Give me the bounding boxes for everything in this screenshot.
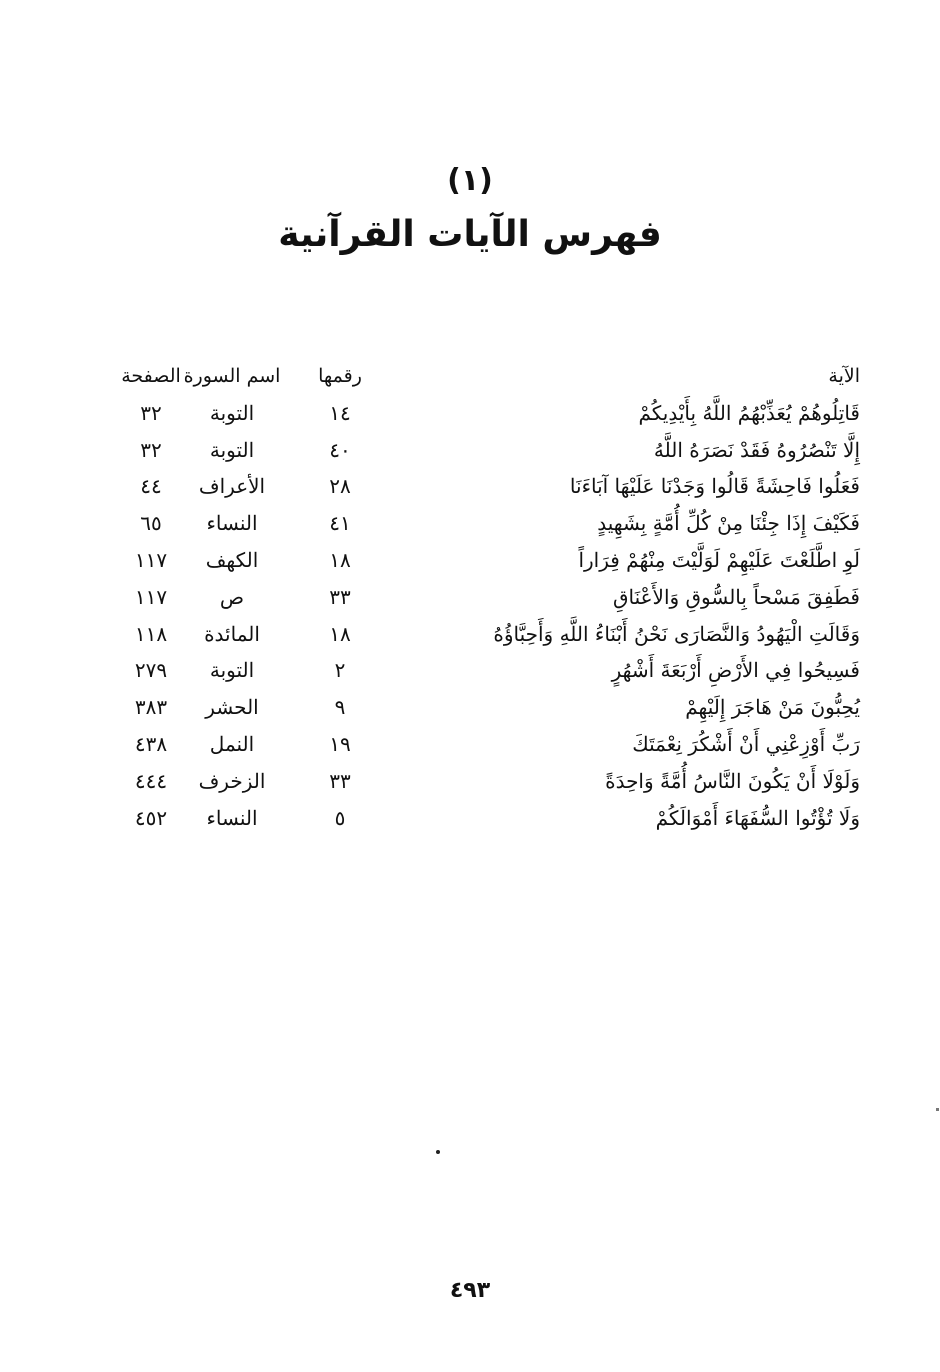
verse-text: رَبِّ أَوْزِعْنِي أَنْ أَشْكُرَ نِعْمَتَكَ (632, 731, 860, 756)
verse-number: ٩ (334, 695, 346, 720)
verse-text: وَقَالَتِ الْيَهُودُ وَالنَّصَارَى نَحْنُ أَبْنَاءُ اللَّهِ وَأَحِبَّاؤُهُ (493, 621, 860, 646)
page-reference: ١١٧ (134, 584, 168, 609)
page-reference: ٣٢ (140, 437, 162, 462)
verse-text: لَوِ اطَّلَعْتَ عَلَيْهِمْ لَوَلَّيْتَ مِنْهُمْ فِرَاراً (578, 547, 860, 572)
table-row (120, 432, 860, 469)
verse-number: ٣٣ (329, 584, 351, 609)
number-column-header: رقمها (318, 365, 362, 387)
page-reference: ٤٣٨ (134, 731, 168, 756)
table-row (120, 689, 860, 726)
verse-number: ٢٨ (329, 474, 351, 499)
surah-column-header: اسم السورة (183, 365, 281, 387)
table-row (120, 652, 860, 689)
table-row (120, 726, 860, 763)
surah-name: النساء (206, 511, 258, 536)
page-reference: ١١٧ (134, 547, 168, 572)
page-reference: ٣٨٣ (134, 695, 168, 720)
surah-name: التوبة (209, 437, 255, 462)
page-number: ٤٩٣ (449, 1278, 491, 1303)
table-row (120, 468, 860, 505)
surah-name: النساء (206, 805, 258, 830)
page-reference: ١١٨ (134, 621, 168, 646)
verse-column-header: الآية (828, 365, 860, 387)
surah-name: التوبة (209, 658, 255, 683)
surah-name: المائدة (204, 621, 260, 646)
table-row (120, 763, 860, 800)
table-row (120, 800, 860, 837)
verses-index-table (120, 358, 860, 836)
verse-text: إِلَّا تَنْصُرُوهُ فَقَدْ نَصَرَهُ اللَّهُ (653, 437, 860, 462)
scan-edge-mark (936, 1108, 939, 1111)
surah-name: التوبة (209, 400, 255, 425)
index-number: (١) (447, 163, 493, 198)
verse-number: ٢ (334, 658, 346, 683)
verse-text: وَلَا تُؤْتُوا السُّفَهَاءَ أَمْوَالَكُمْ (655, 805, 860, 830)
table-header-row (120, 358, 860, 395)
table-row (120, 395, 860, 432)
verse-number: ١٨ (329, 547, 351, 572)
verse-text: فَعَلُوا فَاحِشَةً قَالُوا وَجَدْنَا عَلَيْهَا آبَاءَنَا (569, 474, 860, 499)
surah-name: النمل (209, 731, 255, 756)
verse-text: وَلَوْلَا أَنْ يَكُونَ النَّاسُ أُمَّةً وَاحِدَةً (605, 768, 860, 793)
page-reference: ٣٢ (140, 400, 162, 425)
page-reference: ٦٥ (140, 511, 162, 536)
surah-name: الحشر (205, 695, 259, 720)
verse-text: يُحِبُّونَ مَنْ هَاجَرَ إِلَيْهِمْ (685, 695, 860, 720)
surah-name: الزخرف (198, 768, 266, 793)
verse-number: ١٤ (329, 400, 351, 425)
page-reference: ٤٤٤ (134, 768, 168, 793)
surah-name: ص (219, 584, 245, 609)
page-reference: ٤٥٢ (134, 805, 168, 830)
table-row (120, 505, 860, 542)
verse-number: ١٨ (329, 621, 351, 646)
verse-text: قَاتِلُوهُمْ يُعَذِّبْهُمُ اللَّهُ بِأَيْدِيكُمْ (638, 400, 860, 425)
table-row (120, 616, 860, 653)
surah-name: الكهف (205, 547, 259, 572)
verse-number: ٤٠ (329, 437, 351, 462)
page-reference: ٤٤ (140, 474, 162, 499)
page-reference: ٢٧٩ (134, 658, 168, 683)
verse-number: ٣٣ (329, 768, 351, 793)
verse-number: ٥ (334, 805, 346, 830)
verse-number: ١٩ (329, 731, 351, 756)
surah-name: الأعراف (198, 474, 266, 499)
table-row (120, 579, 860, 616)
stray-dot-mark (436, 1150, 440, 1154)
table-row (120, 542, 860, 579)
verse-text: فَطَفِقَ مَسْحاً بِالسُّوقِ وَالأَعْنَاقِ (612, 584, 860, 609)
index-title: فهرس الآيات القرآنية (278, 214, 662, 255)
page-column-header: الصفحة (121, 365, 181, 387)
verse-number: ٤١ (329, 511, 351, 536)
verse-text: فَسِيحُوا فِي الأَرْضِ أَرْبَعَةَ أَشْهُرٍ (611, 658, 860, 683)
verse-text: فَكَيْفَ إِذَا جِئْنَا مِنْ كُلِّ أُمَّةٍ بِشَهِيدٍ (597, 511, 860, 536)
